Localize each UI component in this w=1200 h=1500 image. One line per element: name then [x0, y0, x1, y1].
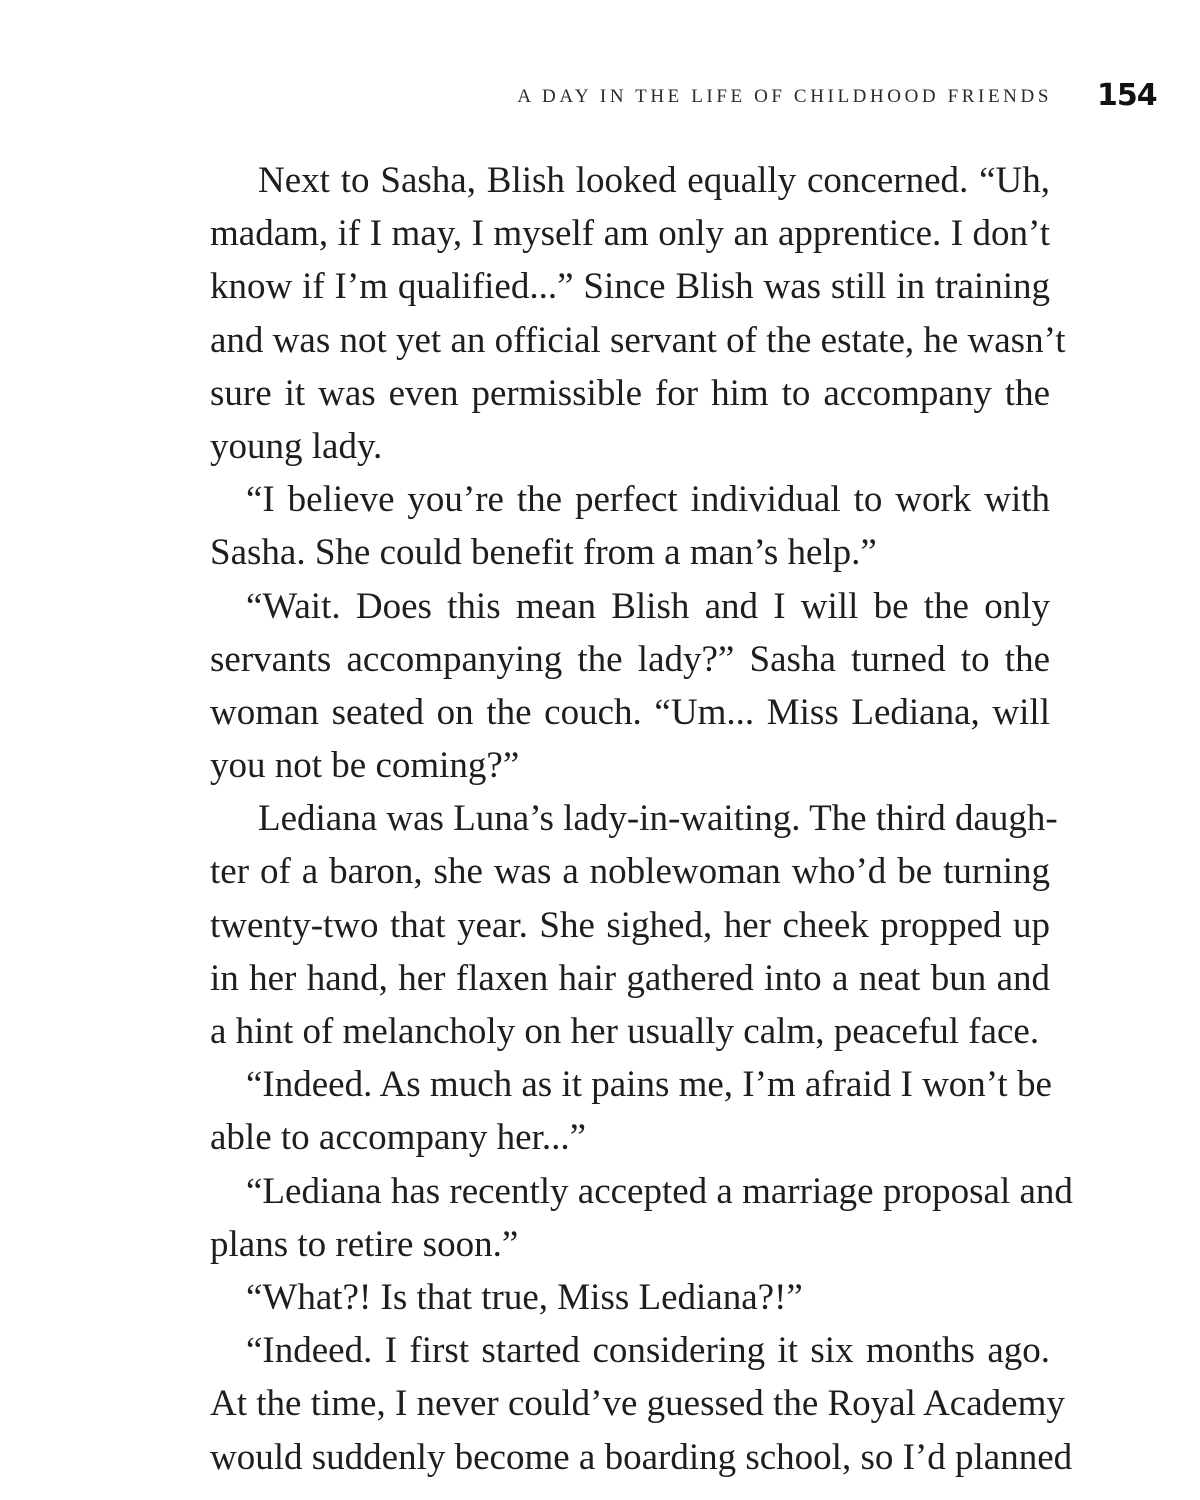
text-line: ter of a baron, she was a noblewoman who’d be turning: [210, 851, 1050, 893]
text-line: Next to Sasha, Blish looked equally concerned. “Uh,: [258, 160, 1050, 201]
text-line: plans to retire soon.”: [210, 1223, 519, 1265]
body-text: [210, 154, 1073, 1484]
text-line: able to accompany her...”: [210, 1117, 586, 1159]
text-line: Sasha. She could benefit from a man’s help.”: [210, 532, 877, 574]
text-line: would suddenly become a boarding school, so I’d planned: [210, 1436, 1073, 1478]
text-line: know if I’m qualified...” Since Blish was still in training: [210, 266, 1050, 308]
running-head-title: A DAY IN THE LIFE OF CHILDHOOD FRIENDS: [517, 86, 1052, 107]
text-line: you not be coming?”: [210, 745, 520, 787]
text-line: “I believe you’re the perfect individual to work with: [246, 479, 1050, 521]
text-line: servants accompanying the lady?” Sasha turned to the: [210, 638, 1050, 680]
text-line: madam, if I may, I myself am only an apprentice. I don’t: [210, 213, 1050, 255]
text-line: twenty-two that year. She sighed, her cheek propped up: [210, 904, 1050, 946]
text-line: Lediana was Luna’s lady-in-waiting. The third daugh-: [258, 798, 1058, 840]
text-line: a hint of melancholy on her usually calm, peaceful face.: [210, 1011, 1040, 1052]
text-line: At the time, I never could’ve guessed the Royal Academy: [210, 1383, 1065, 1425]
text-line: and was not yet an official servant of the estate, he wasn’t: [210, 319, 1066, 361]
text-line: sure it was even permissible for him to accompany the: [210, 372, 1050, 414]
text-line: “Indeed. As much as it pains me, I’m afraid I won’t be: [246, 1064, 1052, 1106]
text-line: in her hand, her flaxen hair gathered into a neat bun and: [210, 957, 1050, 999]
page-number: 154: [1097, 78, 1157, 113]
text-line: “What?! Is that true, Miss Lediana?!”: [246, 1276, 803, 1318]
text-line: “Wait. Does this mean Blish and I will be the only: [246, 585, 1050, 627]
text-line: woman seated on the couch. “Um... Miss Lediana, will: [210, 691, 1050, 733]
text-line: “Indeed. I first started considering it six months ago.: [246, 1330, 1050, 1372]
text-line: “Lediana has recently accepted a marriage proposal and: [246, 1170, 1073, 1212]
text-line: young lady.: [210, 425, 383, 467]
